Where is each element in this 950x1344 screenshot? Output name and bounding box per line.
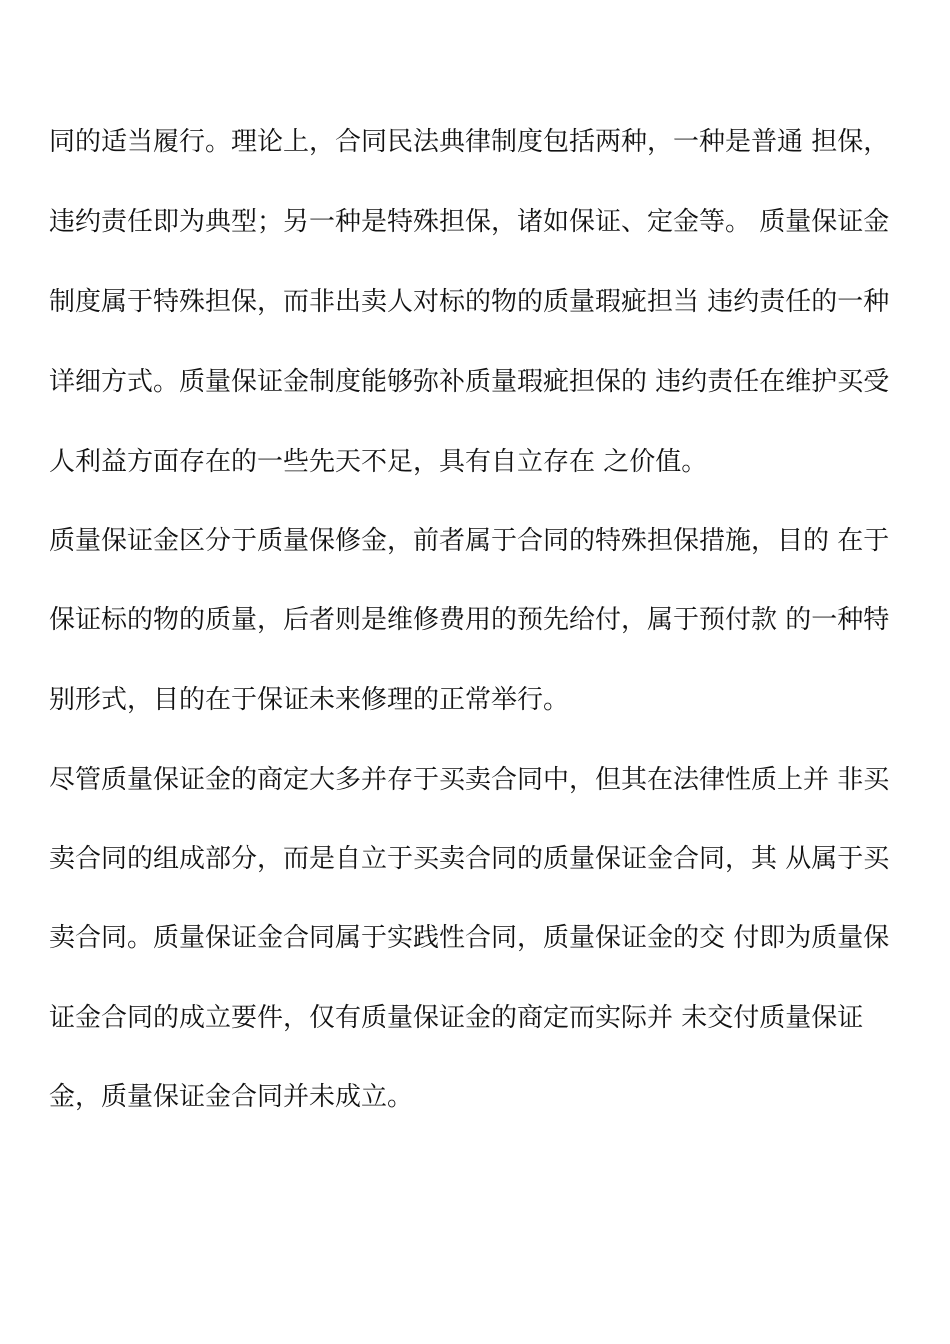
- text-line: 证金合同的成立要件，仅有质量保证金的商定而实际并 未交付质量保证: [49, 1003, 864, 1033]
- text-line: 保证标的物的质量，后者则是维修费用的预先给付，属于预付款 的一种特: [49, 605, 890, 635]
- text-line: 质量保证金区分于质量保修金，前者属于合同的特殊担保措施，目的 在于: [49, 526, 890, 556]
- text-line: 尽管质量保证金的商定大多并存于买卖合同中，但其在法律性质上并 非买: [49, 765, 890, 795]
- text-line: 金，质量保证金合同并未成立。: [49, 1082, 414, 1112]
- text-line: 别形式，目的在于保证未来修理的正常举行。: [49, 685, 570, 715]
- text-line: 卖合同。质量保证金合同属于实践性合同，质量保证金的交 付即为质量保: [49, 923, 890, 953]
- text-line: 详细方式。质量保证金制度能够弥补质量瑕疵担保的 违约责任在维护买受: [49, 367, 890, 397]
- text-line: 卖合同的组成部分，而是自立于买卖合同的质量保证金合同，其 从属于买: [49, 844, 890, 874]
- text-line: 制度属于特殊担保，而非出卖人对标的物的质量瑕疵担当 违约责任的一种: [49, 287, 890, 317]
- text-line: 同的适当履行。理论上，合同民法典律制度包括两种，一种是普通 担保，: [49, 127, 890, 157]
- text-line: 人利益方面存在的一些先天不足，具有自立存在 之价值。: [49, 447, 708, 477]
- text-line: 违约责任即为典型；另一种是特殊担保，诸如保证、定金等。 质量保证金: [49, 207, 890, 237]
